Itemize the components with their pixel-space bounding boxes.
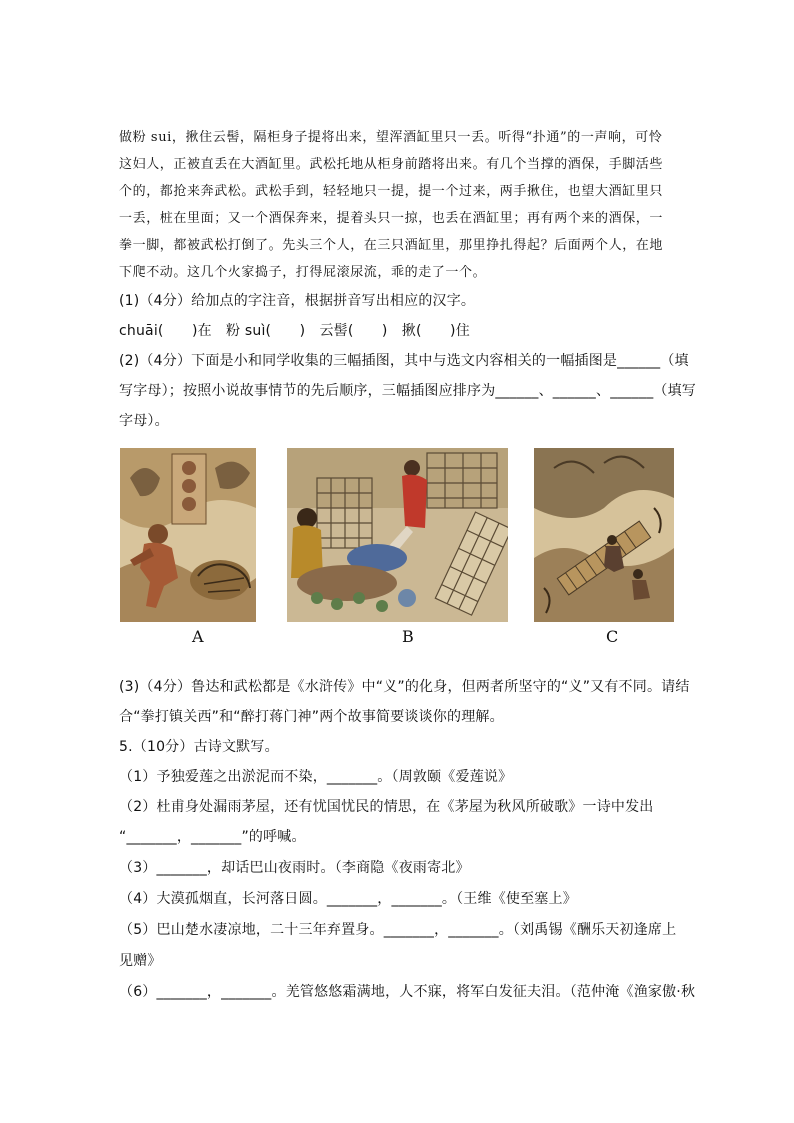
question-5-item-5: （5）巴山楚水凄凉地，二十三年弃置身。_______，_______。（刘禹锡《酬乐天初逢席上: [119, 922, 677, 938]
question-1: (1)（4分）给加点的字注音，根据拼音写出相应的汉字。: [119, 293, 476, 309]
passage-line-3: 个的，都抢来奔武松。武松手到，轻轻地只一提，提一个过来，两手揪住，也望大酒缸里只: [119, 184, 664, 199]
question-5-item-5-cont: 见赠》: [119, 953, 162, 969]
question-5-item-1: （1）予独爱莲之出淤泥而不染，_______。（周敦颐《爱莲说》: [119, 769, 513, 785]
question-2-line-3: 字母）。: [119, 413, 169, 429]
question-5-item-4: （4）大漠孤烟直，长河落日圆。_______，_______。（王维《使至塞上》: [119, 891, 577, 907]
question-5-header: 5.（10分）古诗文默写。: [119, 739, 279, 755]
question-5-item-6: （6）_______，_______。羌管悠悠霜满地，人不寐，将军白发征夫泪。（范仲淹《渔家傲·秋: [119, 984, 696, 1000]
question-2-line-1: (2)（4分）下面是小和同学收集的三幅插图，其中与选文内容相关的一幅插图是______（填: [119, 353, 689, 369]
bridge-battle-illustration: [534, 448, 674, 622]
question-5-item-2-cont: “_______，_______”的呼喊。: [119, 829, 306, 845]
illustration-label-c: C: [606, 627, 619, 646]
tavern-fight-illustration: [287, 448, 508, 622]
passage-line-5: 拳一脚，都被武松打倒了。先头三个人，在三只酒缸里，那里挣扎得起？后面两个人，在地: [119, 238, 664, 253]
fight-scene-tiger-illustration: [120, 448, 256, 622]
question-5-item-3: （3）_______，却话巴山夜雨时。（李商隐《夜雨寄北》: [119, 860, 470, 876]
passage-line-4: 一丢，桩在里面；又一个酒保奔来，提着头只一掠，也丢在酒缸里；再有两个来的酒保，一: [119, 211, 664, 226]
illustration-label-b: B: [402, 627, 414, 646]
illustration-label-a: A: [192, 627, 204, 646]
question-1-pinyin-line: chuāi( )在 粉 suì( ) 云髻( ) 揪( )住: [119, 323, 470, 339]
question-5-item-2: （2）杜甫身处漏雨茅屋，还有忧国忧民的情思，在《茅屋为秋风所破歌》一诗中发出: [119, 799, 654, 815]
passage-line-2: 这妇人，正被直丢在大酒缸里。武松托地从柜身前踏将出来。有几个当撑的酒保，手脚活些: [119, 157, 664, 172]
passage-line-6: 下爬不动。这几个火家捣子，打得屁滚尿流，乖的走了一个。: [119, 265, 487, 280]
question-3-line-2: 合“拳打镇关西”和“醉打蒋门神”两个故事简要谈谈你的理解。: [119, 709, 504, 725]
passage-line-1: 做粉 sui，揪住云髻，隔柜身子提将出来，望浑酒缸里只一丢。听得“扑通”的一声响，可怜: [119, 130, 663, 145]
question-2-line-2: 写字母）；按照小说故事情节的先后顺序，三幅插图应排序为______、______、______（填写: [119, 383, 696, 399]
question-3-line-1: (3)（4分）鲁达和武松都是《水浒传》中“义”的化身，但两者所坚守的“义”又有不同。请结: [119, 679, 690, 695]
